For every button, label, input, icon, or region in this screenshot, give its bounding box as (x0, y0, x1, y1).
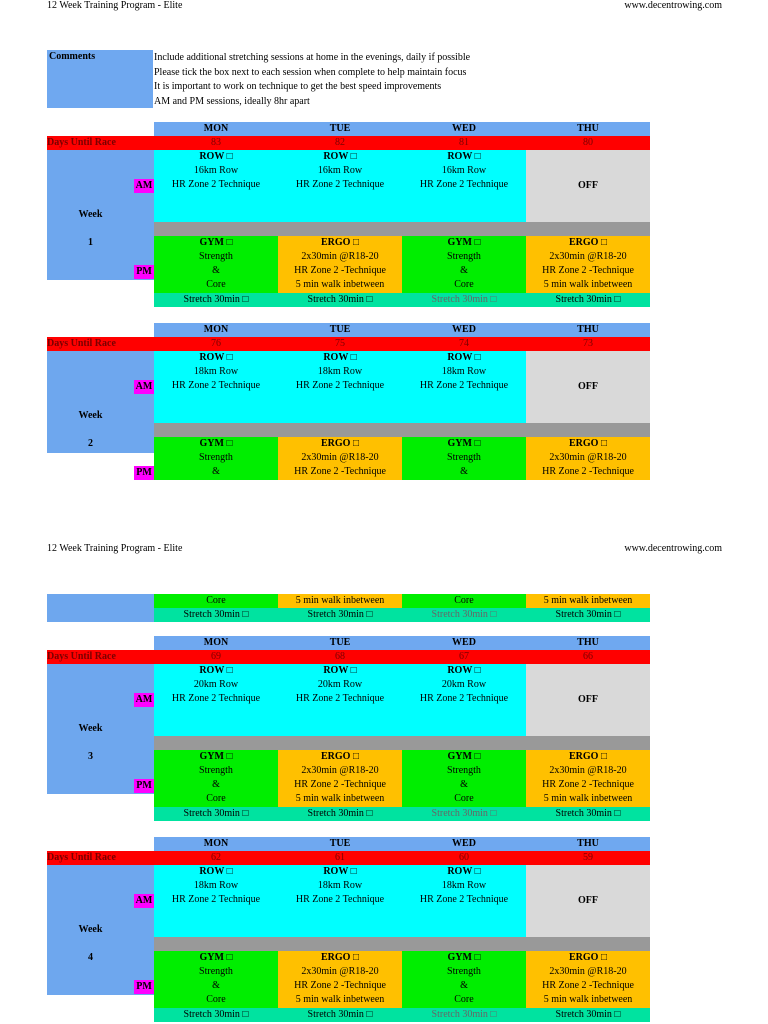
pm-session-ergo[interactable] (526, 437, 650, 480)
session-detail: Core (454, 595, 474, 606)
am-session-off (526, 865, 650, 937)
session-title: GYM □ (199, 438, 233, 449)
session-title: ERGO □ (569, 952, 607, 963)
session-detail: 16km Row (193, 165, 239, 176)
day-label: THU (577, 123, 599, 134)
stretch-label: Stretch 30min □ (307, 1009, 373, 1020)
days-left-value: 61 (335, 852, 345, 863)
session-detail: Core (206, 279, 226, 290)
session-detail: 18km Row (317, 366, 363, 377)
stretch-label: Stretch 30min □ (307, 294, 373, 305)
stretch-checkbox[interactable] (526, 608, 650, 622)
pm-label (134, 466, 154, 480)
am-session-row[interactable] (402, 865, 526, 937)
session-detail: HR Zone 2 -Technique (542, 265, 634, 276)
pm-session-gym[interactable] (402, 437, 526, 480)
comment-line: AM and PM sessions, ideally 8hr apart (154, 95, 310, 107)
session-title: GYM □ (447, 438, 481, 449)
stretch-checkbox[interactable] (278, 608, 402, 622)
session-detail: HR Zone 2 Technique (171, 693, 261, 704)
session-title: ROW □ (447, 352, 481, 363)
stretch-label: Stretch 30min □ (555, 609, 621, 620)
am-session-off (526, 351, 650, 423)
session-detail: HR Zone 2 -Technique (542, 980, 634, 991)
days-until-race-row (47, 136, 650, 150)
stretch-label: Stretch 30min □ (307, 609, 373, 620)
day-label: TUE (329, 637, 351, 648)
pm-text: PM (136, 266, 152, 277)
comments-text (154, 51, 674, 109)
pm-session-gym[interactable] (402, 750, 526, 807)
session-title: ROW □ (199, 665, 233, 676)
session-title: ROW □ (447, 866, 481, 877)
stretch-checkbox[interactable] (526, 1008, 650, 1022)
days-left-value: 75 (335, 338, 345, 349)
stretch-label: Stretch 30min □ (307, 808, 373, 819)
session-detail: & (212, 466, 220, 477)
page-header-url: www.decentrowing.com (624, 543, 722, 554)
page-header-title: 12 Week Training Program - Elite (47, 0, 183, 11)
pm-session-gym[interactable] (402, 951, 526, 1008)
off-label: OFF (578, 381, 598, 392)
session-detail: 18km Row (317, 880, 363, 891)
session-title: ROW □ (199, 352, 233, 363)
session-title: GYM □ (447, 952, 481, 963)
day-header-tue (278, 323, 402, 337)
stretch-label: Stretch 30min □ (431, 609, 497, 620)
session-detail: HR Zone 2 Technique (295, 179, 385, 190)
week-label (47, 208, 134, 222)
session-detail: HR Zone 2 Technique (419, 380, 509, 391)
day-header-wed (402, 323, 526, 337)
week-label-cell (47, 594, 154, 622)
days-left-value: 80 (583, 137, 593, 148)
session-detail: 5 min walk inbetween (295, 793, 385, 804)
stretch-label: Stretch 30min □ (431, 1009, 497, 1020)
day-header-mon (154, 122, 278, 136)
session-detail: 2x30min @R18-20 (549, 251, 627, 262)
session-detail: 20km Row (317, 679, 363, 690)
day-label: THU (577, 637, 599, 648)
session-detail: & (460, 466, 468, 477)
session-detail: 2x30min @R18-20 (301, 966, 379, 977)
stretch-label: Stretch 30min □ (183, 294, 249, 305)
days-until-race-label: Days Until Race (47, 852, 116, 863)
day-header-mon (154, 323, 278, 337)
session-detail: 18km Row (193, 366, 239, 377)
pm-session-gym[interactable] (154, 750, 278, 807)
session-title: ROW □ (323, 151, 357, 162)
days-until-race-label: Days Until Race (47, 137, 116, 148)
am-text: AM (135, 381, 153, 392)
session-detail: 2x30min @R18-20 (549, 966, 627, 977)
session-detail: Core (206, 793, 226, 804)
am-text: AM (135, 895, 153, 906)
comment-line: It is important to work on technique to get the best speed improvements (154, 81, 442, 92)
session-detail: 18km Row (441, 880, 487, 891)
am-session-row[interactable] (154, 865, 278, 937)
session-detail: 18km Row (193, 880, 239, 891)
session-detail: Core (206, 994, 226, 1005)
session-detail: Core (454, 994, 474, 1005)
stretch-checkbox[interactable] (402, 608, 526, 622)
days-until-race-label: Days Until Race (47, 651, 116, 662)
session-detail: HR Zone 2 -Technique (542, 779, 634, 790)
session-detail: HR Zone 2 Technique (419, 894, 509, 905)
pm-text: PM (136, 780, 152, 791)
session-detail: 5 min walk inbetween (295, 279, 385, 290)
session-detail: HR Zone 2 Technique (171, 894, 261, 905)
session-title: GYM □ (199, 952, 233, 963)
session-detail: 2x30min @R18-20 (301, 765, 379, 776)
days-left-value: 83 (211, 137, 221, 148)
session-title: ROW □ (199, 151, 233, 162)
pm-session-gym[interactable] (154, 236, 278, 293)
stretch-checkbox[interactable] (526, 293, 650, 307)
day-label: TUE (329, 838, 351, 849)
session-detail: Core (454, 793, 474, 804)
session-detail: 5 min walk inbetween (543, 595, 633, 606)
separator-bar (154, 736, 650, 750)
pm-label (134, 779, 154, 793)
day-label: WED (452, 637, 476, 648)
session-detail: 16km Row (441, 165, 487, 176)
day-label: WED (452, 838, 476, 849)
session-detail: 2x30min @R18-20 (301, 251, 379, 262)
am-session-off (526, 664, 650, 736)
am-text: AM (135, 180, 153, 191)
days-until-race-label: Days Until Race (47, 338, 116, 349)
session-detail: 20km Row (441, 679, 487, 690)
days-left-value: 67 (459, 651, 469, 662)
days-left-value: 73 (583, 338, 593, 349)
pm-session-ergo[interactable] (526, 750, 650, 807)
week-label (47, 923, 134, 937)
stretch-label: Stretch 30min □ (183, 808, 249, 819)
comment-line: Include additional stretching sessions at home in the evenings, daily if possible (154, 52, 471, 63)
week-number (47, 437, 134, 451)
separator-bar (154, 423, 650, 437)
pm-session-ergo[interactable] (526, 951, 650, 1008)
session-detail: & (460, 265, 468, 276)
day-label: MON (203, 324, 229, 335)
day-label: TUE (329, 324, 351, 335)
day-label: TUE (329, 123, 351, 134)
am-session-row[interactable] (278, 865, 402, 937)
stretch-checkbox[interactable] (278, 807, 402, 821)
week-number-text: 1 (88, 237, 93, 248)
day-header-tue (278, 837, 402, 851)
session-detail: HR Zone 2 Technique (419, 693, 509, 704)
off-label: OFF (578, 180, 598, 191)
session-detail: Strength (447, 452, 481, 463)
am-session-row[interactable] (402, 351, 526, 423)
session-detail: 5 min walk inbetween (295, 595, 385, 606)
am-text: AM (135, 694, 153, 705)
day-label: MON (203, 637, 229, 648)
day-header-wed (402, 636, 526, 650)
stretch-checkbox[interactable] (278, 1008, 402, 1022)
session-detail: HR Zone 2 Technique (295, 894, 385, 905)
pm-session-ergo[interactable] (278, 951, 402, 1008)
week-text: Week (78, 924, 103, 935)
day-header-wed (402, 837, 526, 851)
session-title: ERGO □ (321, 237, 359, 248)
am-session-row[interactable] (154, 664, 278, 736)
stretch-label: Stretch 30min □ (555, 1009, 621, 1020)
session-detail: Strength (447, 966, 481, 977)
session-detail: HR Zone 2 -Technique (294, 779, 386, 790)
pm-session-continued[interactable] (526, 594, 650, 608)
stretch-checkbox[interactable] (154, 293, 278, 307)
days-left-value: 76 (211, 338, 221, 349)
session-detail: 2x30min @R18-20 (549, 452, 627, 463)
session-detail: Strength (199, 251, 233, 262)
session-detail: Core (206, 595, 226, 606)
day-label: MON (203, 838, 229, 849)
days-left-value: 82 (335, 137, 345, 148)
week-number (47, 750, 134, 764)
week-label (47, 409, 134, 423)
days-left-value: 62 (211, 852, 221, 863)
days-left-value: 69 (211, 651, 221, 662)
session-detail: Strength (199, 765, 233, 776)
pm-session-gym[interactable] (154, 951, 278, 1008)
session-detail: 18km Row (441, 366, 487, 377)
stretch-checkbox[interactable] (154, 1008, 278, 1022)
week-text: Week (78, 723, 103, 734)
session-detail: HR Zone 2 -Technique (542, 466, 634, 477)
days-left-value: 60 (459, 852, 469, 863)
separator-bar (154, 937, 650, 951)
stretch-label: Stretch 30min □ (555, 808, 621, 819)
am-session-row[interactable] (278, 351, 402, 423)
session-title: ERGO □ (321, 952, 359, 963)
session-detail: 5 min walk inbetween (295, 994, 385, 1005)
day-header-thu (526, 837, 650, 851)
session-title: GYM □ (199, 237, 233, 248)
session-detail: & (460, 980, 468, 991)
session-title: ERGO □ (569, 237, 607, 248)
session-detail: Strength (447, 765, 481, 776)
day-header-thu (526, 636, 650, 650)
session-detail: HR Zone 2 Technique (171, 380, 261, 391)
day-header-mon (154, 837, 278, 851)
week-number-text: 4 (88, 952, 93, 963)
off-label: OFF (578, 895, 598, 906)
session-title: GYM □ (447, 751, 481, 762)
session-title: ROW □ (199, 866, 233, 877)
session-detail: & (212, 980, 220, 991)
session-detail: 5 min walk inbetween (543, 279, 633, 290)
stretch-label: Stretch 30min □ (431, 294, 497, 305)
session-detail: 2x30min @R18-20 (301, 452, 379, 463)
session-detail: HR Zone 2 -Technique (294, 265, 386, 276)
session-detail: 5 min walk inbetween (543, 793, 633, 804)
session-title: ROW □ (323, 866, 357, 877)
session-title: ERGO □ (321, 751, 359, 762)
week-label (47, 722, 134, 736)
stretch-checkbox[interactable] (154, 807, 278, 821)
session-detail: HR Zone 2 Technique (295, 693, 385, 704)
days-until-race-row (47, 650, 650, 664)
stretch-checkbox[interactable] (154, 608, 278, 622)
day-header-wed (402, 122, 526, 136)
week-number (47, 951, 134, 965)
day-label: THU (577, 838, 599, 849)
days-until-race-row (47, 851, 650, 865)
day-label: THU (577, 324, 599, 335)
am-session-row[interactable] (278, 664, 402, 736)
am-label (134, 380, 154, 394)
days-left-value: 81 (459, 137, 469, 148)
pm-session-gym[interactable] (154, 437, 278, 480)
am-session-row[interactable] (402, 150, 526, 222)
day-header-tue (278, 122, 402, 136)
am-session-row[interactable] (402, 664, 526, 736)
session-detail: 5 min walk inbetween (543, 994, 633, 1005)
session-detail: 20km Row (193, 679, 239, 690)
pm-session-ergo[interactable] (278, 437, 402, 480)
pm-session-ergo[interactable] (278, 750, 402, 807)
pm-label (134, 265, 154, 279)
separator-bar (154, 222, 650, 236)
comment-line: Please tick the box next to each session when complete to help maintain focus (154, 66, 467, 78)
pm-session-gym[interactable] (402, 236, 526, 293)
stretch-checkbox[interactable] (402, 807, 526, 821)
day-header-thu (526, 122, 650, 136)
stretch-label: Stretch 30min □ (183, 1009, 249, 1020)
am-label (134, 179, 154, 193)
am-session-off (526, 150, 650, 222)
days-left-value: 59 (583, 852, 593, 863)
week-text: Week (78, 209, 103, 220)
session-detail: 2x30min @R18-20 (549, 765, 627, 776)
page-header-url: www.decentrowing.com (624, 0, 722, 11)
pm-label (134, 980, 154, 994)
day-label: WED (452, 324, 476, 335)
week-number (47, 236, 134, 250)
session-title: ERGO □ (569, 438, 607, 449)
day-label: MON (203, 123, 229, 134)
pm-text: PM (136, 981, 152, 992)
day-header-mon (154, 636, 278, 650)
stretch-checkbox[interactable] (278, 293, 402, 307)
am-session-row[interactable] (154, 351, 278, 423)
day-header-tue (278, 636, 402, 650)
days-left-value: 74 (459, 338, 469, 349)
days-left-value: 68 (335, 651, 345, 662)
session-detail: Strength (447, 251, 481, 262)
session-detail: HR Zone 2 -Technique (294, 980, 386, 991)
pm-session-ergo[interactable] (278, 236, 402, 293)
session-detail: HR Zone 2 -Technique (294, 466, 386, 477)
session-detail: Strength (199, 452, 233, 463)
days-until-race-row (47, 337, 650, 351)
stretch-checkbox[interactable] (402, 1008, 526, 1022)
session-detail: HR Zone 2 Technique (171, 179, 261, 190)
session-title: ROW □ (323, 352, 357, 363)
stretch-checkbox[interactable] (526, 807, 650, 821)
session-title: ROW □ (323, 665, 357, 676)
session-title: ROW □ (447, 151, 481, 162)
stretch-label: Stretch 30min □ (183, 609, 249, 620)
week-number-text: 2 (88, 438, 93, 449)
session-detail: & (460, 779, 468, 790)
week-text: Week (78, 410, 103, 421)
session-title: GYM □ (447, 237, 481, 248)
am-label (134, 894, 154, 908)
stretch-checkbox[interactable] (402, 293, 526, 307)
stretch-label: Stretch 30min □ (555, 294, 621, 305)
pm-session-continued[interactable] (402, 594, 526, 608)
pm-text: PM (136, 467, 152, 478)
session-detail: HR Zone 2 Technique (295, 380, 385, 391)
days-left-value: 66 (583, 651, 593, 662)
am-label (134, 693, 154, 707)
session-detail: Core (454, 279, 474, 290)
stretch-label: Stretch 30min □ (431, 808, 497, 819)
week-number-text: 3 (88, 751, 93, 762)
session-title: ERGO □ (569, 751, 607, 762)
session-detail: & (212, 779, 220, 790)
off-label: OFF (578, 694, 598, 705)
session-title: ROW □ (447, 665, 481, 676)
pm-session-continued[interactable] (154, 594, 278, 608)
page-header-title: 12 Week Training Program - Elite (47, 543, 183, 554)
comments-label: Comments (47, 50, 153, 108)
session-detail: HR Zone 2 Technique (419, 179, 509, 190)
day-header-thu (526, 323, 650, 337)
day-label: WED (452, 123, 476, 134)
am-session-row[interactable] (278, 150, 402, 222)
session-title: GYM □ (199, 751, 233, 762)
pm-session-continued[interactable] (278, 594, 402, 608)
session-title: ERGO □ (321, 438, 359, 449)
session-detail: 16km Row (317, 165, 363, 176)
session-detail: Strength (199, 966, 233, 977)
pm-session-ergo[interactable] (526, 236, 650, 293)
am-session-row[interactable] (154, 150, 278, 222)
session-detail: & (212, 265, 220, 276)
